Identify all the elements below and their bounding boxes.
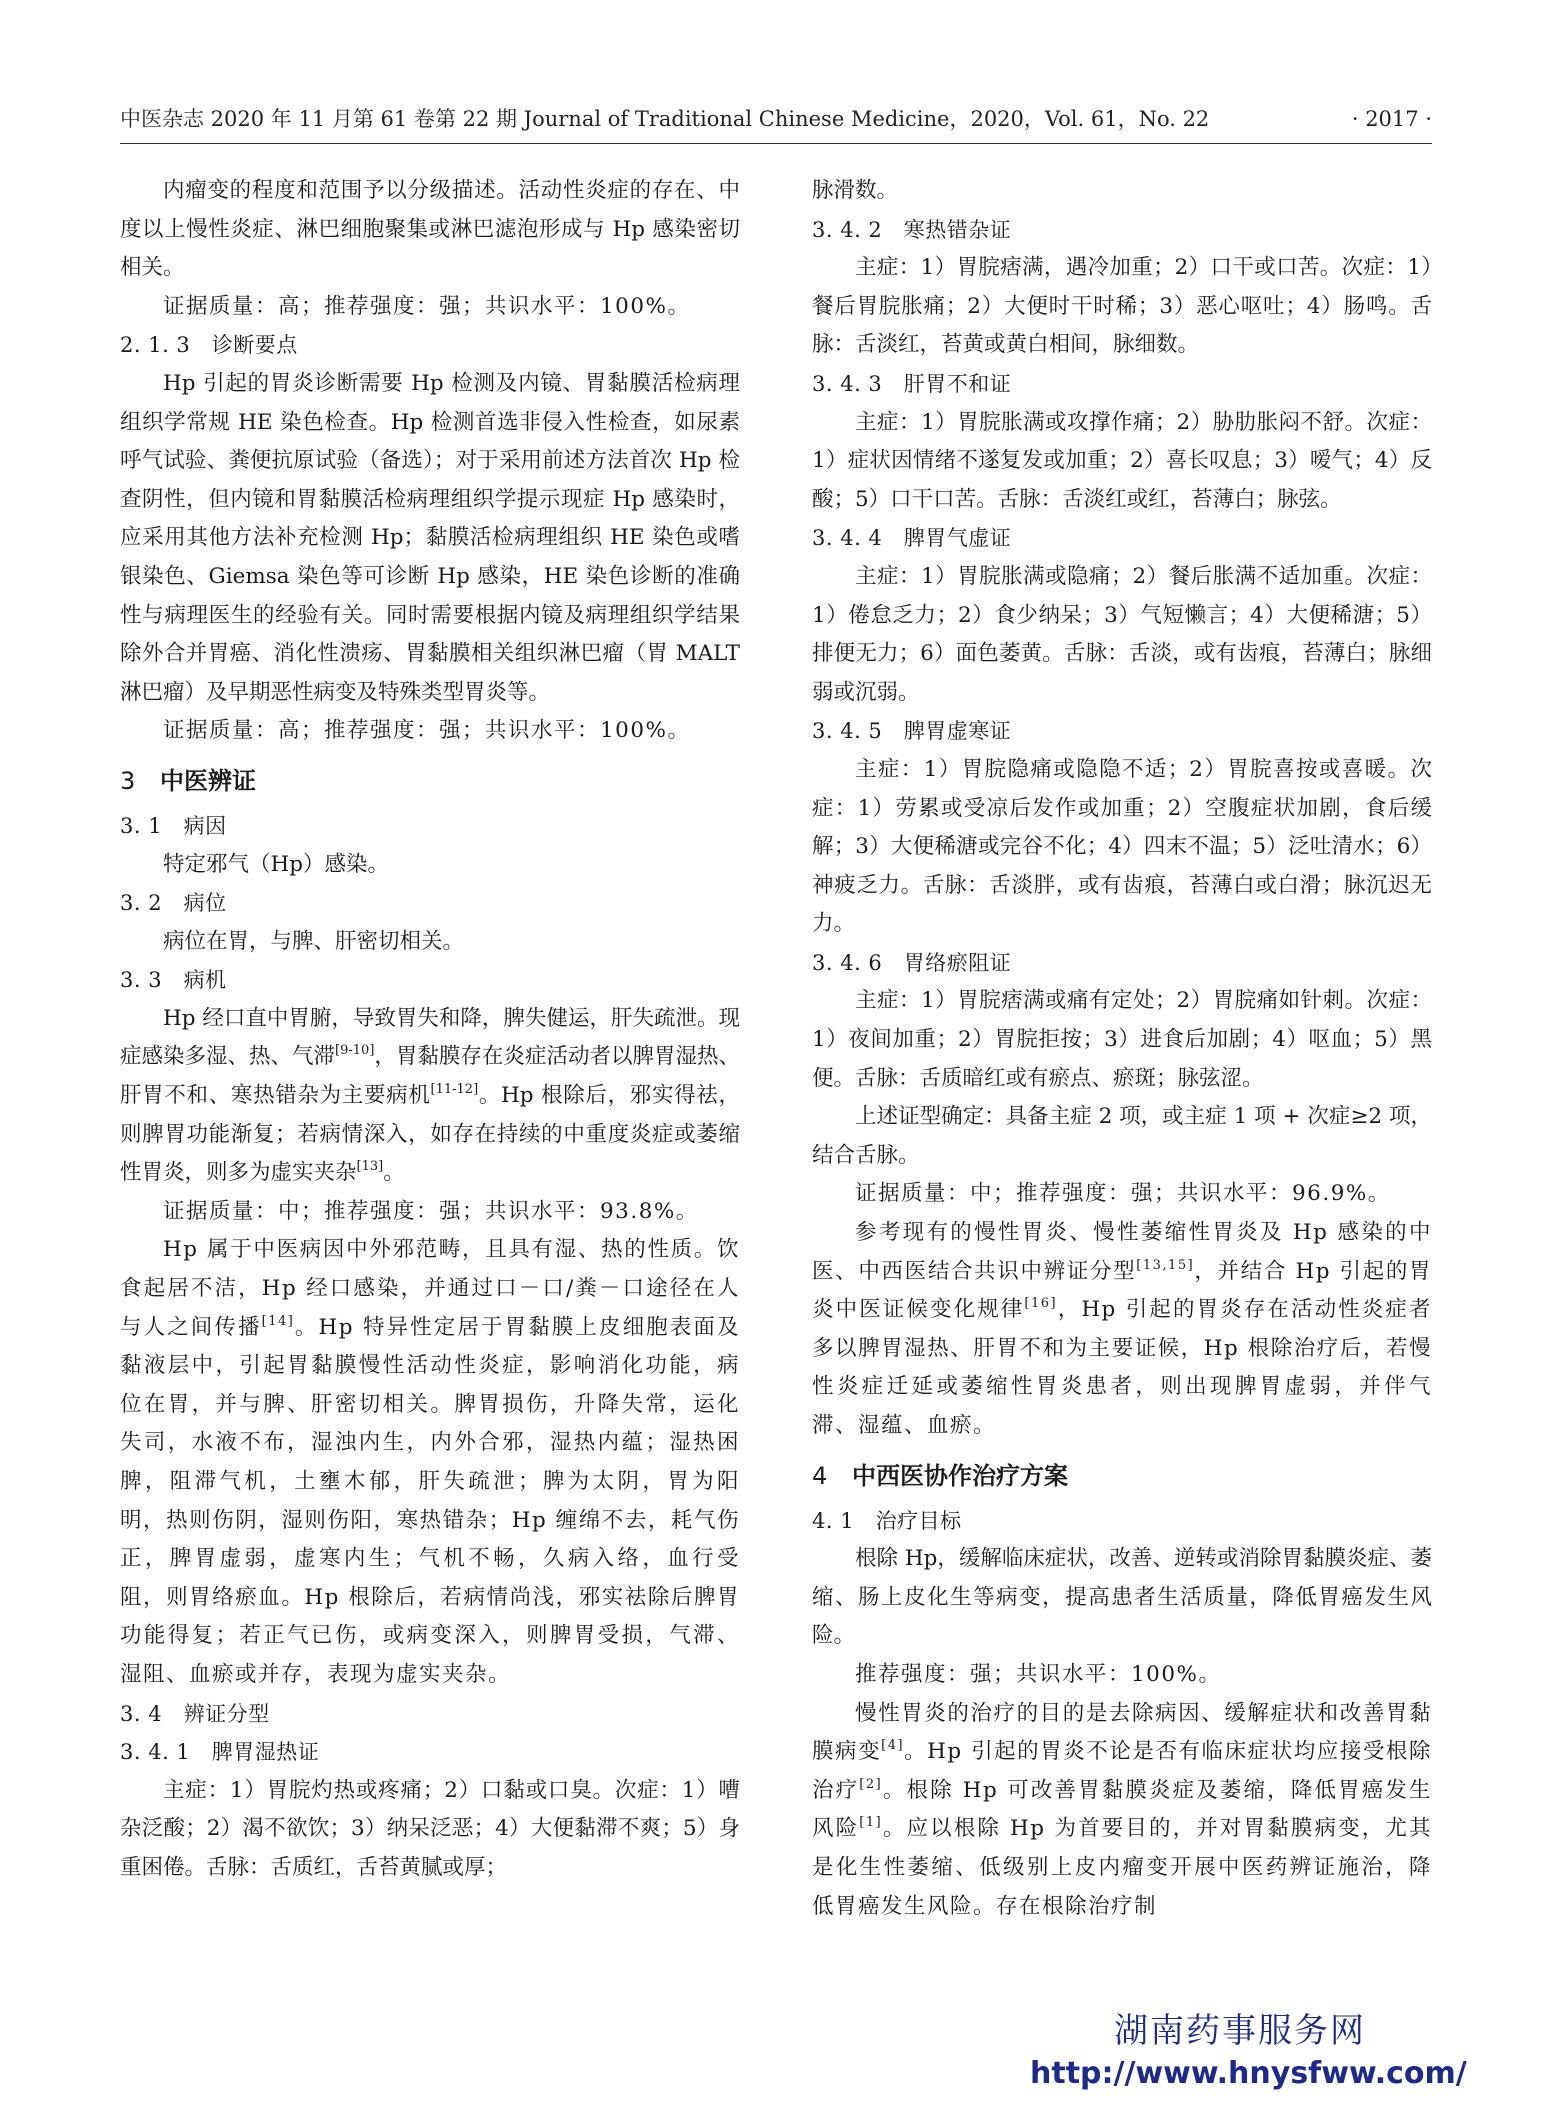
paragraph-text: 。Hp 特异性定居于胃黏膜上皮细胞表面及黏液层中，引起胃黏膜慢性活动性炎症，影响消化功能，病位在胃，并与脾、肝密切相关。脾胃损伤，升降失常，运化失司，水液不布，湿浊内生，内外合邪，湿热内蕴；湿热困脾，阻滞气机，土壅木郁，肝失疏泄；脾为太阴，胃为阳明，热则伤阴，湿则伤阳，寒热错杂；Hp 缠绵不去，耗气伤正，脾胃虚弱，虚寒内生；气机不畅，久病入络，血行受阻，则胃络瘀血。Hp 根除后，若病情尚浅，邪实祛除后脾胃功能得复；若正气已伤，或病变深入，则脾胃受损，气滞、湿阻、血瘀或并存，表现为虚实夹杂。 — [120, 1314, 740, 1687]
paragraph: 内瘤变的程度和范围予以分级描述。活动性炎症的存在、中度以上慢性炎症、淋巴细胞聚集或淋巴滤泡形成与 Hp 感染密切相关。 — [120, 178, 740, 281]
paragraph: 主症：1）胃脘灼热或疼痛；2）口黏或口臭。次症：1）嘈杂泛酸；2）渴不欲饮；3）纳呆泛恶；4）大便黏滞不爽；5）身重困倦。舌脉：舌质红，舌苔黄腻或厚； — [120, 1777, 740, 1880]
evidence-statement: 证据质量：高；推荐强度：强；共识水平：100%。 — [163, 293, 691, 319]
paragraph: 主症：1）胃脘痞满或痛有定处；2）胃脘痛如针刺。次症：1）夜间加重；2）胃脘拒按；3）进食后加剧；4）呕血；5）黑便。舌脉：舌质暗红或有瘀点、瘀斑；脉弦涩。 — [812, 988, 1432, 1091]
evidence-statement: 证据质量：中；推荐强度：强；共识水平：96.9%。 — [855, 1181, 1391, 1207]
watermark-name: 湖南药事服务网 — [1114, 2011, 1366, 2051]
evidence-statement: 证据质量：高；推荐强度：强；共识水平：100%。 — [163, 718, 691, 744]
citation: [11-12] — [430, 1082, 479, 1098]
subsection-heading: 3. 4 辨证分型 — [120, 1701, 270, 1726]
paragraph: Hp 引起的胃炎诊断需要 Hp 检测及内镜、胃黏膜活检病理组织学常规 HE 染色检查。Hp 检测首选非侵入性检查，如尿素呼气试验、粪便抗原试验（备选）；对于采用前述方法首次 Hp 检查阴性，但内镜和胃黏膜活检病理组织学提示现症 Hp 感染时，应采用其他方法补充检测 Hp；黏膜活检病理组织 HE 染色或嗜银染色、Giemsa 染色等可诊断 Hp 感染，HE 染色诊断的准确性与病理医生的经验有关。同时需要根据内镜及病理组织学结果除外合并胃癌、消化性溃疡、胃黏膜相关组织淋巴瘤（胃 MALT 淋巴瘤）及早期恶性病变及特殊类型胃炎等。 — [120, 370, 740, 705]
paragraph-text: 。根除 Hp 可改善胃黏膜炎症及萎缩，降低胃癌发生风险 — [812, 1777, 1432, 1842]
section-number: 3 — [120, 766, 136, 795]
citation: [2] — [859, 1776, 883, 1792]
paragraph: 主症：1）胃脘胀满或隐痛；2）餐后胀满不适加重。次症：1）倦怠乏力；2）食少纳呆；3）气短懒言；4）大便稀溏；5）排便无力；6）面色萎黄。舌脉：舌淡，或有齿痕，苔薄白；脉细弱或沉弱。 — [812, 563, 1432, 705]
subsection-heading: 3. 1 病因 — [120, 813, 227, 838]
paragraph-text: 慢性胃炎的治疗的目的是去除病因、缓解症状和改善胃黏膜病变 — [812, 1700, 1432, 1765]
citation: [1] — [859, 1815, 883, 1831]
paragraph: 上述证型确定：具备主症 2 项，或主症 1 项 + 次症≥2 项，结合舌脉。 — [812, 1104, 1432, 1168]
section-title: 中西医协作治疗方案 — [852, 1461, 1068, 1490]
paragraph: 脉滑数。 — [812, 178, 899, 203]
paragraph: 主症：1）胃脘隐痛或隐隐不适；2）胃脘喜按或喜暖。次症：1）劳累或受凉后发作或加重；2）空腹症状加剧，食后缓解；3）大便稀溏或完谷不化；4）四末不温；5）泛吐清水；6）神疲乏力。舌脉：舌淡胖，或有齿痕，苔薄白或白滑；脉沉迟无力。 — [812, 756, 1432, 937]
header-rule — [120, 143, 1432, 144]
section-number: 4 — [812, 1461, 828, 1490]
paragraph-text: Hp 经口直中胃腑，导致胃失和降，脾失健运，肝失疏泄。现症感染多湿、热、气滞 — [120, 1005, 740, 1070]
paragraph: 主症：1）胃脘胀满或攻撑作痛；2）胁肋胀闷不舒。次症：1）症状因情绪不遂复发或加重；2）喜长叹息；3）嗳气；4）反酸；5）口干口苦。舌脉：舌淡红或红，苔薄白；脉弦。 — [812, 409, 1432, 512]
paragraph-text: 。 — [383, 1160, 405, 1186]
paragraph: 根除 Hp，缓解临床症状，改善、逆转或消除胃黏膜炎症、萎缩、肠上皮化生等病变，提高患者生活质量，降低胃癌发生风险。 — [812, 1546, 1432, 1649]
citation: [13] — [356, 1159, 384, 1175]
paragraph — [120, 1231, 740, 1694]
page-number: · 2017 · — [1351, 107, 1432, 131]
section-heading — [120, 759, 740, 803]
citation: [14] — [261, 1313, 295, 1329]
paragraph-text: ，胃黏膜存在炎症活动者以脾胃湿热、肝胃不和、寒热错杂为主要病机 — [120, 1044, 740, 1109]
section-title: 中医辨证 — [160, 766, 256, 795]
paragraph-text: Hp 属于中医病因中外邪范畴，且具有湿、热的性质。饮食起居不洁，Hp 经口感染，并通过口－口/粪－口途径在人与人之间传播 — [120, 1237, 740, 1340]
watermark-url: http://www.hnysfww.com/ — [1030, 2056, 1467, 2091]
paragraph: 特定邪气（Hp）感染。 — [163, 851, 390, 877]
paragraph-text: 参考现有的慢性胃炎、慢性萎缩性胃炎及 Hp 感染的中医、中西医结合共识中辨证分型 — [812, 1220, 1432, 1284]
subsection-heading: 3. 4. 6 胃络瘀阻证 — [812, 950, 1012, 975]
watermark — [1030, 2008, 1467, 2094]
paragraph-text: ，并结合 Hp 引起的胃炎中医证候变化规律 — [812, 1258, 1432, 1323]
subsection-heading: 3. 4. 2 寒热错杂证 — [812, 217, 1012, 242]
subsection-heading: 3. 4. 3 肝胃不和证 — [812, 371, 1012, 396]
evidence-statement: 推荐强度：强；共识水平：100%。 — [855, 1661, 1222, 1687]
paragraph-text: 。Hp 引起的胃炎不论是否有临床症状均应接受根除治疗 — [812, 1739, 1432, 1803]
citation: [13,15] — [1136, 1257, 1195, 1273]
subsection-heading: 3. 4. 5 脾胃虚寒证 — [812, 719, 1012, 744]
right-column — [812, 172, 1432, 1926]
journal-header: 中医杂志 2020 年 11 月第 61 卷第 22 期 Journal of Traditional Chinese Medicine，2020，Vol. 61，No. 22 — [120, 107, 1210, 131]
paragraph: 主症：1）胃脘痞满，遇冷加重；2）口干或口苦。次症：1）餐后胃脘胀痛；2）大便时干时稀；3）恶心呕吐；4）肠鸣。舌脉：舌淡红，苔黄或黄白相间，脉细数。 — [812, 255, 1432, 358]
paragraph-text: 。应以根除 Hp 为首要目的，并对胃黏膜病变，尤其是化生性萎缩、低级别上皮内瘤变开展中医药辨证施治，降低胃癌发生风险。存在根除治疗制 — [812, 1816, 1432, 1919]
left-column — [120, 172, 740, 1888]
citation: [9-10] — [335, 1043, 375, 1059]
section-heading — [812, 1454, 1432, 1498]
paragraph-text: ，Hp 引起的胃炎存在活动性炎症者多以脾胃湿热、肝胃不和为主要证候，Hp 根除治疗后，若慢性炎症迁延或萎缩性胃炎患者，则出现脾胃虚弱，并伴气滞、湿蕴、血瘀。 — [812, 1297, 1432, 1438]
subsection-heading: 3. 2 病位 — [120, 891, 227, 916]
subsection-heading: 3. 4. 4 脾胃气虚证 — [812, 526, 1012, 551]
citation: [4] — [881, 1738, 905, 1754]
paragraph — [812, 1695, 1432, 1927]
evidence-statement: 证据质量：中；推荐强度：强；共识水平：93.8%。 — [163, 1198, 699, 1224]
subsection-heading: 4. 1 治疗目标 — [812, 1508, 962, 1533]
paragraph-text: 。Hp 根除后，邪实得祛，则脾胃功能渐复；若病情深入，如存在持续的中重度炎症或萎缩性胃炎，则多为虚实夹杂 — [120, 1083, 740, 1186]
paragraph — [812, 1214, 1432, 1446]
paragraph: 病位在胃，与脾、肝密切相关。 — [163, 928, 465, 954]
subsection-heading: 3. 3 病机 — [120, 968, 227, 993]
subsection-heading: 3. 4. 1 脾胃湿热证 — [120, 1740, 320, 1765]
citation: [16] — [1024, 1296, 1058, 1312]
paragraph — [120, 1000, 740, 1193]
subsection-heading: 2. 1. 3 诊断要点 — [120, 333, 298, 358]
